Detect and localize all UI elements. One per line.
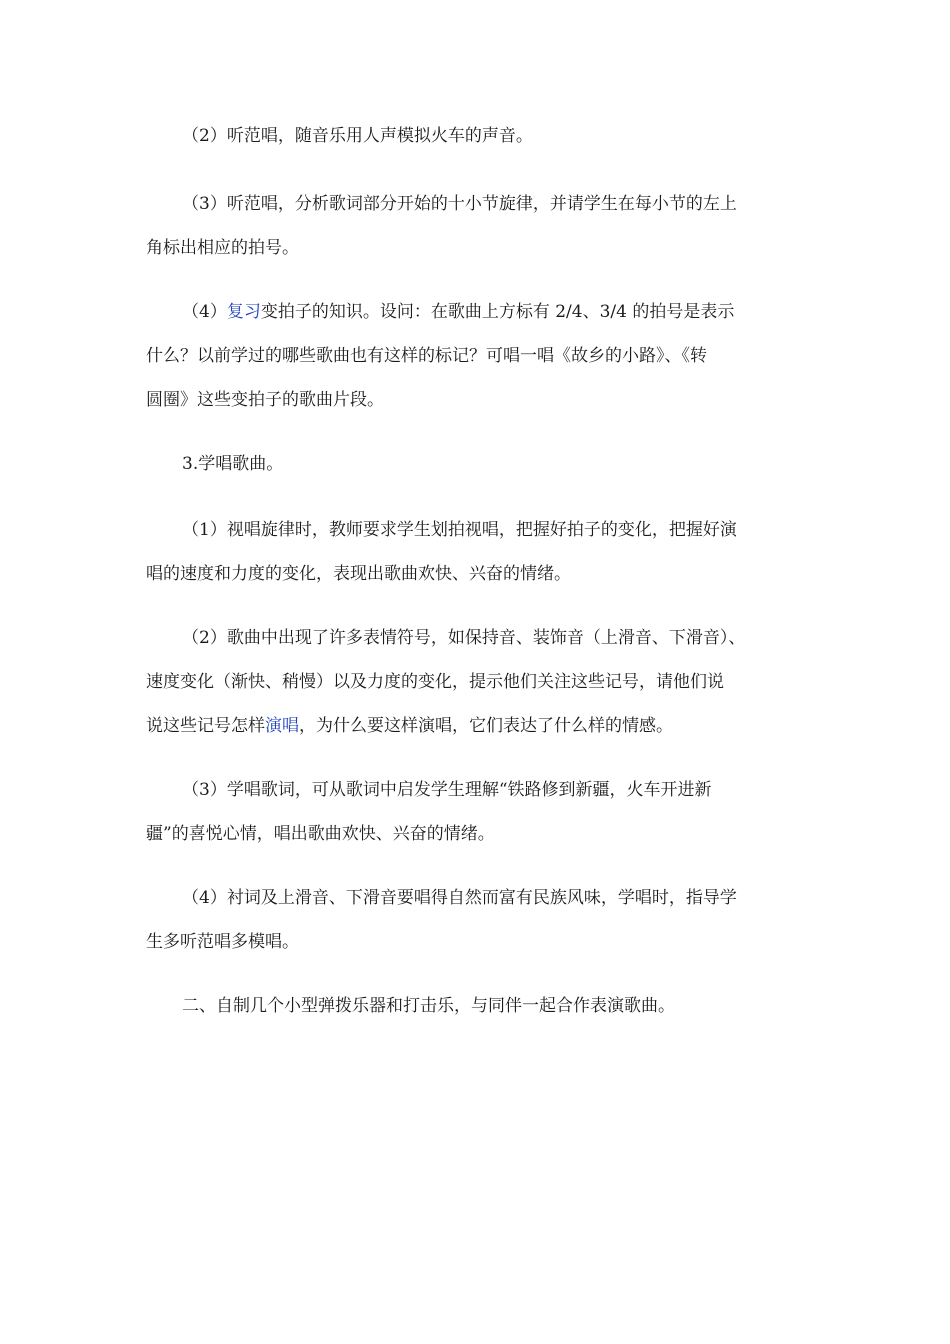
text-run: 3.学唱歌曲。 [182,454,284,474]
text-line [146,508,826,552]
hyperlink-text[interactable]: 演唱 [265,716,299,736]
paragraph-p1 [146,114,826,158]
text-line [146,660,826,704]
text-line [146,334,826,378]
text-run: （3）听范唱，分析歌词部分开始的十小节旋律，并请学生在每小节的左上 [182,194,737,214]
text-run: （4）衬词及上滑音、下滑音要唱得自然而富有民族风味，学唱时，指导学 [182,888,737,908]
paragraph-p4 [146,442,826,486]
text-run: （3）学唱歌词，可从歌词中启发学生理解“铁路修到新疆，火车开进新 [182,780,712,800]
text-line [146,442,826,486]
text-run: 速度变化（渐快、稍慢）以及力度的变化，提示他们关注这些记号，请他们说 [146,672,724,692]
paragraph-p3 [146,290,826,422]
text-run: 什么？以前学过的哪些歌曲也有这样的标记？可唱一唱《故乡的小路》、《转 [146,346,707,366]
paragraph-p2 [146,182,826,270]
paragraph-p9 [146,984,826,1028]
text-run: （2）听范唱，随音乐用人声模拟火车的声音。 [182,126,533,146]
text-run: 疆”的喜悦心情，唱出歌曲欢快、兴奋的情绪。 [146,824,495,844]
text-line [146,226,826,270]
paragraph-p6 [146,616,826,748]
text-run: 圆圈》这些变拍子的歌曲片段。 [146,390,384,410]
text-line [146,552,826,596]
text-run: 变拍子的知识。设问：在歌曲上方标有 2/4、3/4 的拍号是表示 [260,302,735,322]
text-run: 生多听范唱多模唱。 [146,932,299,952]
paragraph-p8 [146,876,826,964]
text-line [146,876,826,920]
text-line [146,704,826,748]
paragraph-p7 [146,768,826,856]
text-line [146,182,826,226]
text-line [146,378,826,422]
text-run: （4） [182,302,227,322]
text-run: 二、自制几个小型弹拨乐器和打击乐，与同伴一起合作表演歌曲。 [182,996,675,1016]
text-line [146,984,826,1028]
text-run: 唱的速度和力度的变化，表现出歌曲欢快、兴奋的情绪。 [146,564,571,584]
text-run: ，为什么要这样演唱，它们表达了什么样的情感。 [299,716,673,736]
text-run: （1）视唱旋律时，教师要求学生划拍视唱，把握好拍子的变化，把握好演 [182,520,737,540]
text-line [146,114,826,158]
paragraph-p5 [146,508,826,596]
text-line [146,616,826,660]
text-run: 角标出相应的拍号。 [146,238,299,258]
text-line [146,290,826,334]
text-run: 说这些记号怎样 [146,716,265,736]
text-line [146,768,826,812]
hyperlink-text[interactable]: 复习 [226,302,261,322]
text-line [146,812,826,856]
text-line [146,920,826,964]
text-run: （2）歌曲中出现了许多表情符号，如保持音、装饰音（上滑音、下滑音）、 [182,628,746,648]
